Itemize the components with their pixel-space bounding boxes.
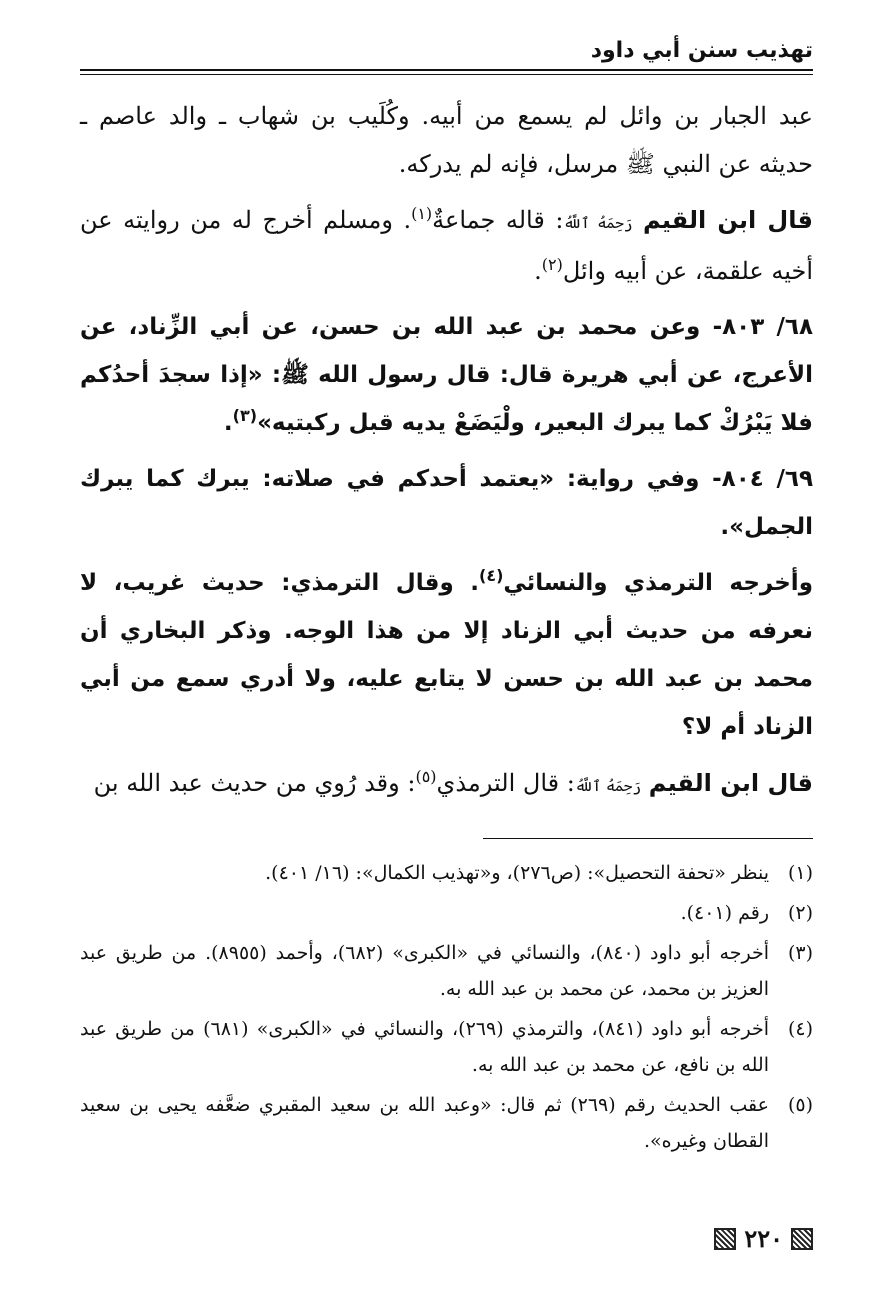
paragraph-2-text-2: . ومسلم أخرج له من روايته عن أخيه علقمة، عن أبيه وائل (80, 206, 813, 285)
footnote-text: رقم (٤٠١). (680, 902, 769, 924)
hadith-803-text: ٦٨/ ٨٠٣- وعن محمد بن عبد الله بن حسن، عن أبي الزِّناد، عن الأعرج، عن أبي هريرة قال: قال رسول الله ﷺ: «إذا سجدَ أحدُكم فلا يَبْرُكْ كما يبرك البعير، ولْيَضَعْ يديه قبل ركبتيه» (80, 314, 813, 436)
running-header-title: تهذيب سنن أبي داود (590, 38, 813, 63)
page-folio (714, 1224, 813, 1253)
footnote-ref-3[interactable]: (٣) (232, 406, 258, 425)
ibn-qayyim-lead-2: قال ابن القيم (648, 769, 813, 797)
honorific-2: رَحِمَهُ ٱللَّهُ (574, 777, 642, 795)
footnote-ref-5[interactable]: (٥) (415, 767, 437, 786)
footnote-number: (١) (787, 862, 813, 884)
paragraph-2 (80, 196, 813, 295)
footnote-text: ينظر «تحفة التحصيل»: (ص٢٧٦)، و«تهذيب الكمال»: (١٦/ ٤٠١). (265, 862, 769, 884)
footnote-ref-4[interactable]: (٤) (479, 566, 504, 585)
paragraph-6 (80, 759, 813, 810)
paragraph-5-text-2: . وقال الترمذي: حديث غريب، لا نعرفه من حديث أبي الزناد إلا من هذا الوجه. وذكر البخاري أن محمد بن عبد الله بن حسن لا يتابع عليه، ولا أدري سمع من أبي الزناد أم لا؟ (80, 570, 813, 740)
header-rule-thin (80, 74, 813, 75)
hadith-804-text: ٦٩/ ٨٠٤- وفي رواية: «يعتمد أحدكم في صلاته: يبرك كما يبرك الجمل». (80, 466, 813, 540)
hadith-803-end: . (223, 410, 233, 436)
paragraph-2-text-3: . (534, 257, 542, 285)
footnote-separator (483, 838, 813, 839)
honorific: رَحِمَهُ ٱللَّهُ (563, 214, 633, 232)
footnotes (80, 855, 813, 1163)
paragraph-5 (80, 559, 813, 751)
paragraph-6-text-2: : وقد رُوي من حديث عبد الله بن (93, 769, 416, 797)
footnote-ref-1[interactable]: (١) (411, 204, 433, 223)
ibn-qayyim-lead: قال ابن القيم (643, 206, 813, 234)
paragraph-6-text: : قال الترمذي (436, 769, 575, 797)
footnote-text: أخرجه أبو داود (٨٤١)، والترمذي (٢٦٩)، والنسائي في «الكبرى» (٦٨١) من طريق عبد الله بن نافع، عن محمد بن عبد الله به. (80, 1018, 769, 1076)
paragraph-1 (80, 92, 813, 188)
footnote-ref-2[interactable]: (٢) (541, 255, 563, 274)
ornament-icon (714, 1228, 736, 1250)
main-text (80, 92, 813, 818)
footnote-2 (80, 895, 813, 931)
footnote-number: (٣) (787, 942, 813, 964)
paragraph-1-text: عبد الجبار بن وائل لم يسمع من أبيه. وكُلَيب بن شهاب ـ والد عاصم ـ حديثه عن النبي ﷺ مرسل، فإنه لم يدركه. (80, 102, 813, 178)
footnote-3 (80, 935, 813, 1007)
footnote-1 (80, 855, 813, 891)
footnote-number: (٥) (787, 1094, 813, 1116)
page-number: ٢٢٠ (744, 1224, 783, 1253)
paragraph-2-text: : قاله جماعةٌ (432, 206, 564, 234)
footnote-5 (80, 1087, 813, 1159)
footnote-number: (٢) (787, 902, 813, 924)
paragraph-5-text: وأخرجه الترمذي والنسائي (503, 570, 813, 596)
ornament-icon (791, 1228, 813, 1250)
footnote-text: عقب الحديث رقم (٢٦٩) ثم قال: «وعبد الله بن سعيد المقبري ضعَّفه يحيى بن سعيد القطان وغيره». (80, 1094, 769, 1152)
header-rule-thick (80, 69, 813, 71)
hadith-803 (80, 303, 813, 447)
footnote-number: (٤) (787, 1018, 813, 1040)
footnote-4 (80, 1011, 813, 1083)
hadith-804 (80, 455, 813, 551)
footnote-text: أخرجه أبو داود (٨٤٠)، والنسائي في «الكبرى» (٦٨٢)، وأحمد (٨٩٥٥). من طريق عبد العزيز بن محمد، عن محمد بن عبد الله به. (80, 942, 769, 1000)
